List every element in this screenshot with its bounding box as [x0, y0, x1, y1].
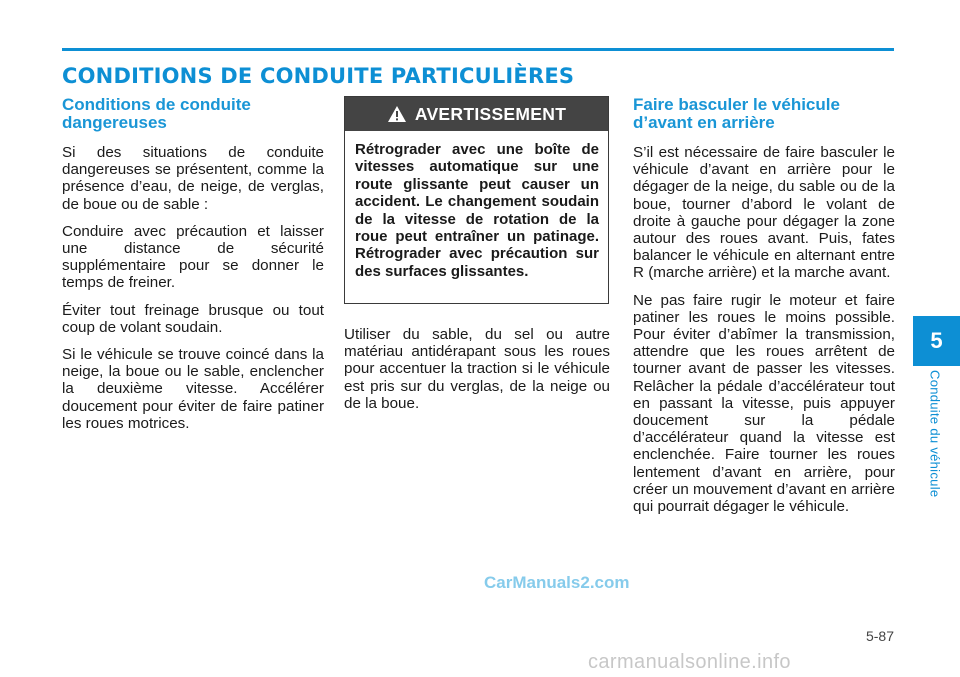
section-title: CONDITIONS DE CONDUITE PARTICULIÈRES [62, 64, 575, 88]
right-column [633, 96, 895, 525]
left-paragraph: Conduire avec précaution et laisser une distance de sécurité supplémentaire pour se donner le temps de freiner. [62, 222, 324, 292]
warning-box [344, 96, 609, 304]
chapter-label [920, 370, 950, 510]
right-paragraph: Ne pas faire rugir le moteur et faire patiner les roues le moins possible. Pour éviter d’abîmer la transmission, attendre que les roues arrêtent de tourner avant de passer les vitesses. Relâcher la pédale d’accélérateur tout en passant la vitesse, puis appuyer doucement sur la pédale d’accélérateur quand la vitesse est enclenchée. Faire tourner les roues lentement d’avant en arrière, pour créer un mouvement d’avant en arrière qui pourrait dégager le véhicule. [633, 291, 895, 516]
warning-title: AVERTISSEMENT [414, 103, 567, 124]
watermark: CarManuals2.com [484, 573, 630, 592]
right-paragraph: S’il est nécessaire de faire basculer le véhicule d’avant en arrière pour le dégager de la neige, du sable ou de la boue, tourner d’abord le volant de droite à gauche pour dégager la zone autour des roues avant. Puis, fates balancer le véhicule en alternant entre R (marche arrière) et la marche avant. [633, 144, 895, 282]
chapter-label-text: Conduite du véhicule [927, 370, 943, 498]
middle-paragraph: Utiliser du sable, du sel ou autre matériau antidérapant sous les roues pour accentuer la traction si le véhicule est pris sur du verglas, de la neige ou de la boue. [344, 326, 610, 412]
page-number: 5-87 [865, 628, 894, 644]
middle-column [344, 326, 610, 422]
left-heading: Conditions de conduite dangereuses [62, 95, 251, 132]
warning-triangle-icon [387, 105, 407, 123]
left-paragraph: Éviter tout freinage brusque ou tout coup de volant soudain. [62, 301, 324, 336]
warning-text: Rétrograder avec une boîte de vitesses automatique sur une route glissante peut causer un accident. Le changement soudain de la vitesse de rotation de la roue peut entraîner un patinage. Rétrograder avec précaution sur des surfaces glissantes. [355, 141, 599, 280]
warning-header [345, 97, 608, 131]
chapter-tab: 5 [913, 316, 960, 366]
left-paragraph: Si des situations de conduite dangereuses se présentent, comme la présence d’eau, de neige, de verglas, de boue ou de sable : [62, 144, 324, 213]
top-rule [62, 48, 894, 51]
left-paragraph: Si le véhicule se trouve coincé dans la neige, la boue ou le sable, enclencher la deuxième vitesse. Accélérer doucement pour éviter de faire patiner les roues motrices. [62, 346, 324, 432]
left-column [62, 96, 324, 442]
bottom-watermark: carmanualsonline.info [588, 651, 791, 673]
right-heading: Faire basculer le véhicule d’avant en arrière [633, 95, 840, 132]
